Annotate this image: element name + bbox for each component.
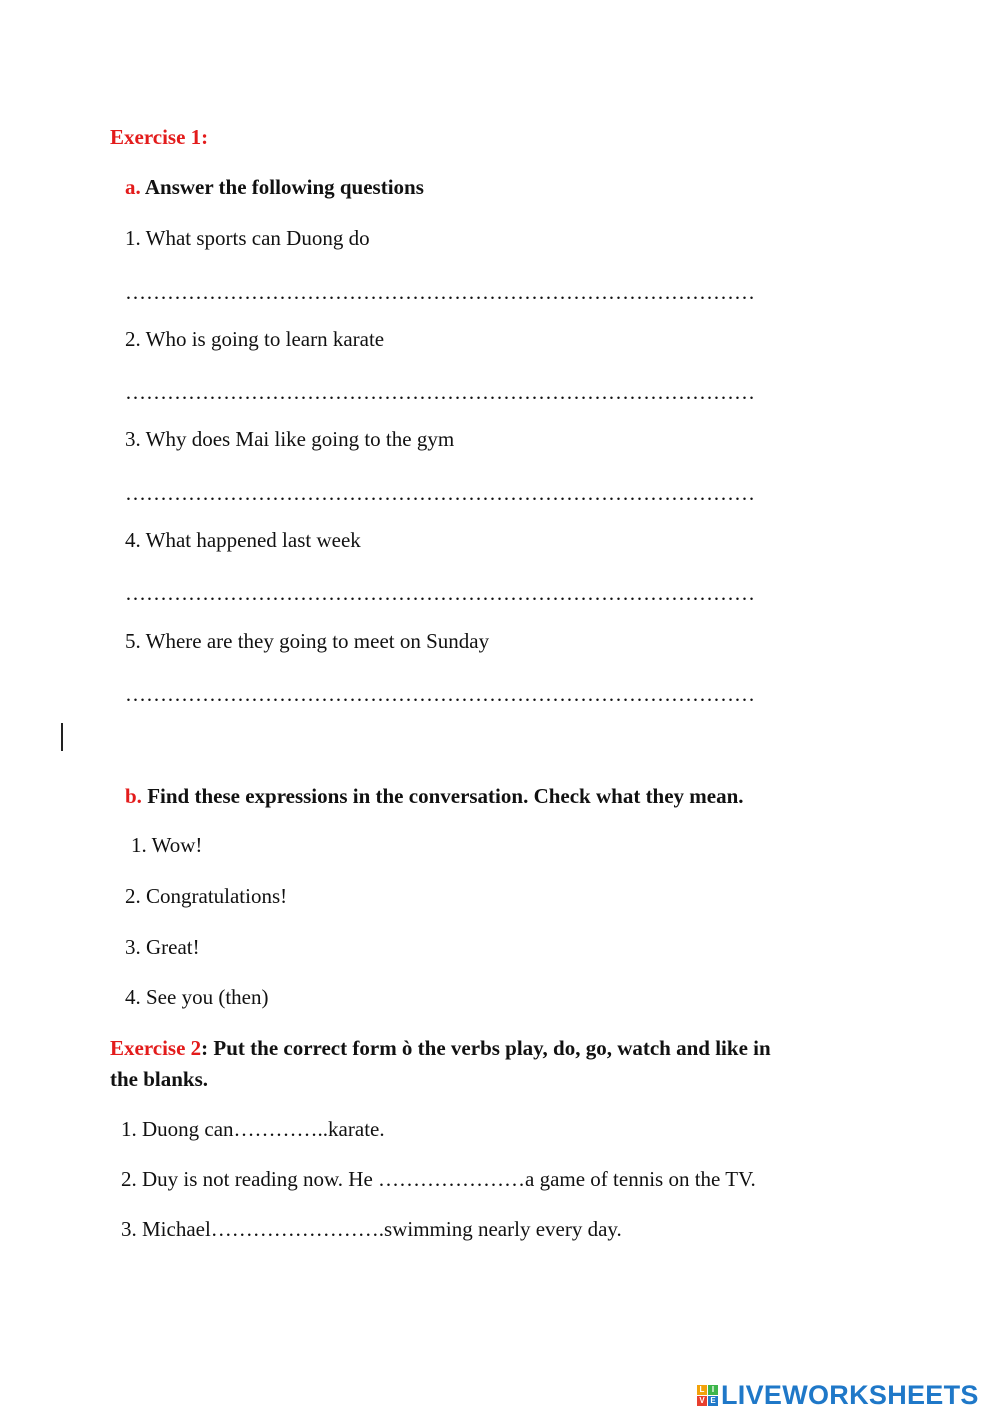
part-a-instruction: Answer the following questions [144,175,424,199]
question-3: 3. Why does Mai like going to the gym [125,427,455,451]
answer-line-5[interactable]: ……………………………………………………………………………… [125,682,755,706]
liveworksheets-logo-text: LIVEWORKSHEETS [721,1379,979,1410]
liveworksheets-logo-icon [697,1385,718,1406]
answer-line-2[interactable]: ……………………………………………………………………………… [125,380,755,404]
logo-tile-v: V [697,1396,707,1406]
exercise-1-title: Exercise 1: [110,125,209,149]
exercise-2-item-3[interactable]: 3. Michael…………………….swimming nearly every day. [121,1217,622,1241]
question-4: 4. What happened last week [125,528,361,552]
exercise-2-title: Exercise 2 [110,1036,202,1060]
answer-line-1[interactable]: ……………………………………………………………………………… [125,280,755,304]
exercise-2-instruction-2: the blanks. [110,1067,209,1091]
logo-tile-i: I [708,1385,718,1395]
answer-line-3[interactable]: ……………………………………………………………………………… [125,481,755,505]
text-cursor [61,723,63,751]
logo-tile-l: L [697,1385,707,1395]
part-b-heading [125,783,744,809]
exercise-2-item-1[interactable]: 1. Duong can…………..karate. [121,1117,385,1141]
expression-3: 3. Great! [125,935,200,959]
part-b-letter: b. [125,784,142,808]
question-1: 1. What sports can Duong do [125,226,370,250]
expression-2: 2. Congratulations! [125,884,288,908]
exercise-2-item-2[interactable]: 2. Duy is not reading now. He …………………a game of tennis on the TV. [121,1167,756,1191]
logo-tile-e: E [708,1396,718,1406]
part-b-instruction: Find these expressions in the conversation. Check what they mean. [147,784,744,808]
answer-line-4[interactable]: ……………………………………………………………………………… [125,581,755,605]
expression-4: 4. See you (then) [125,985,269,1009]
part-a-heading [125,174,424,200]
exercise-2-heading [110,1035,771,1061]
expression-1: 1. Wow! [131,833,203,857]
exercise-2-instruction-1: : Put the correct form ò the verbs play, do, go, watch and like in [201,1036,771,1060]
part-a-letter: a. [125,175,141,199]
liveworksheets-logo [697,1378,979,1412]
question-2: 2. Who is going to learn karate [125,327,385,351]
question-5: 5. Where are they going to meet on Sunday [125,629,490,653]
